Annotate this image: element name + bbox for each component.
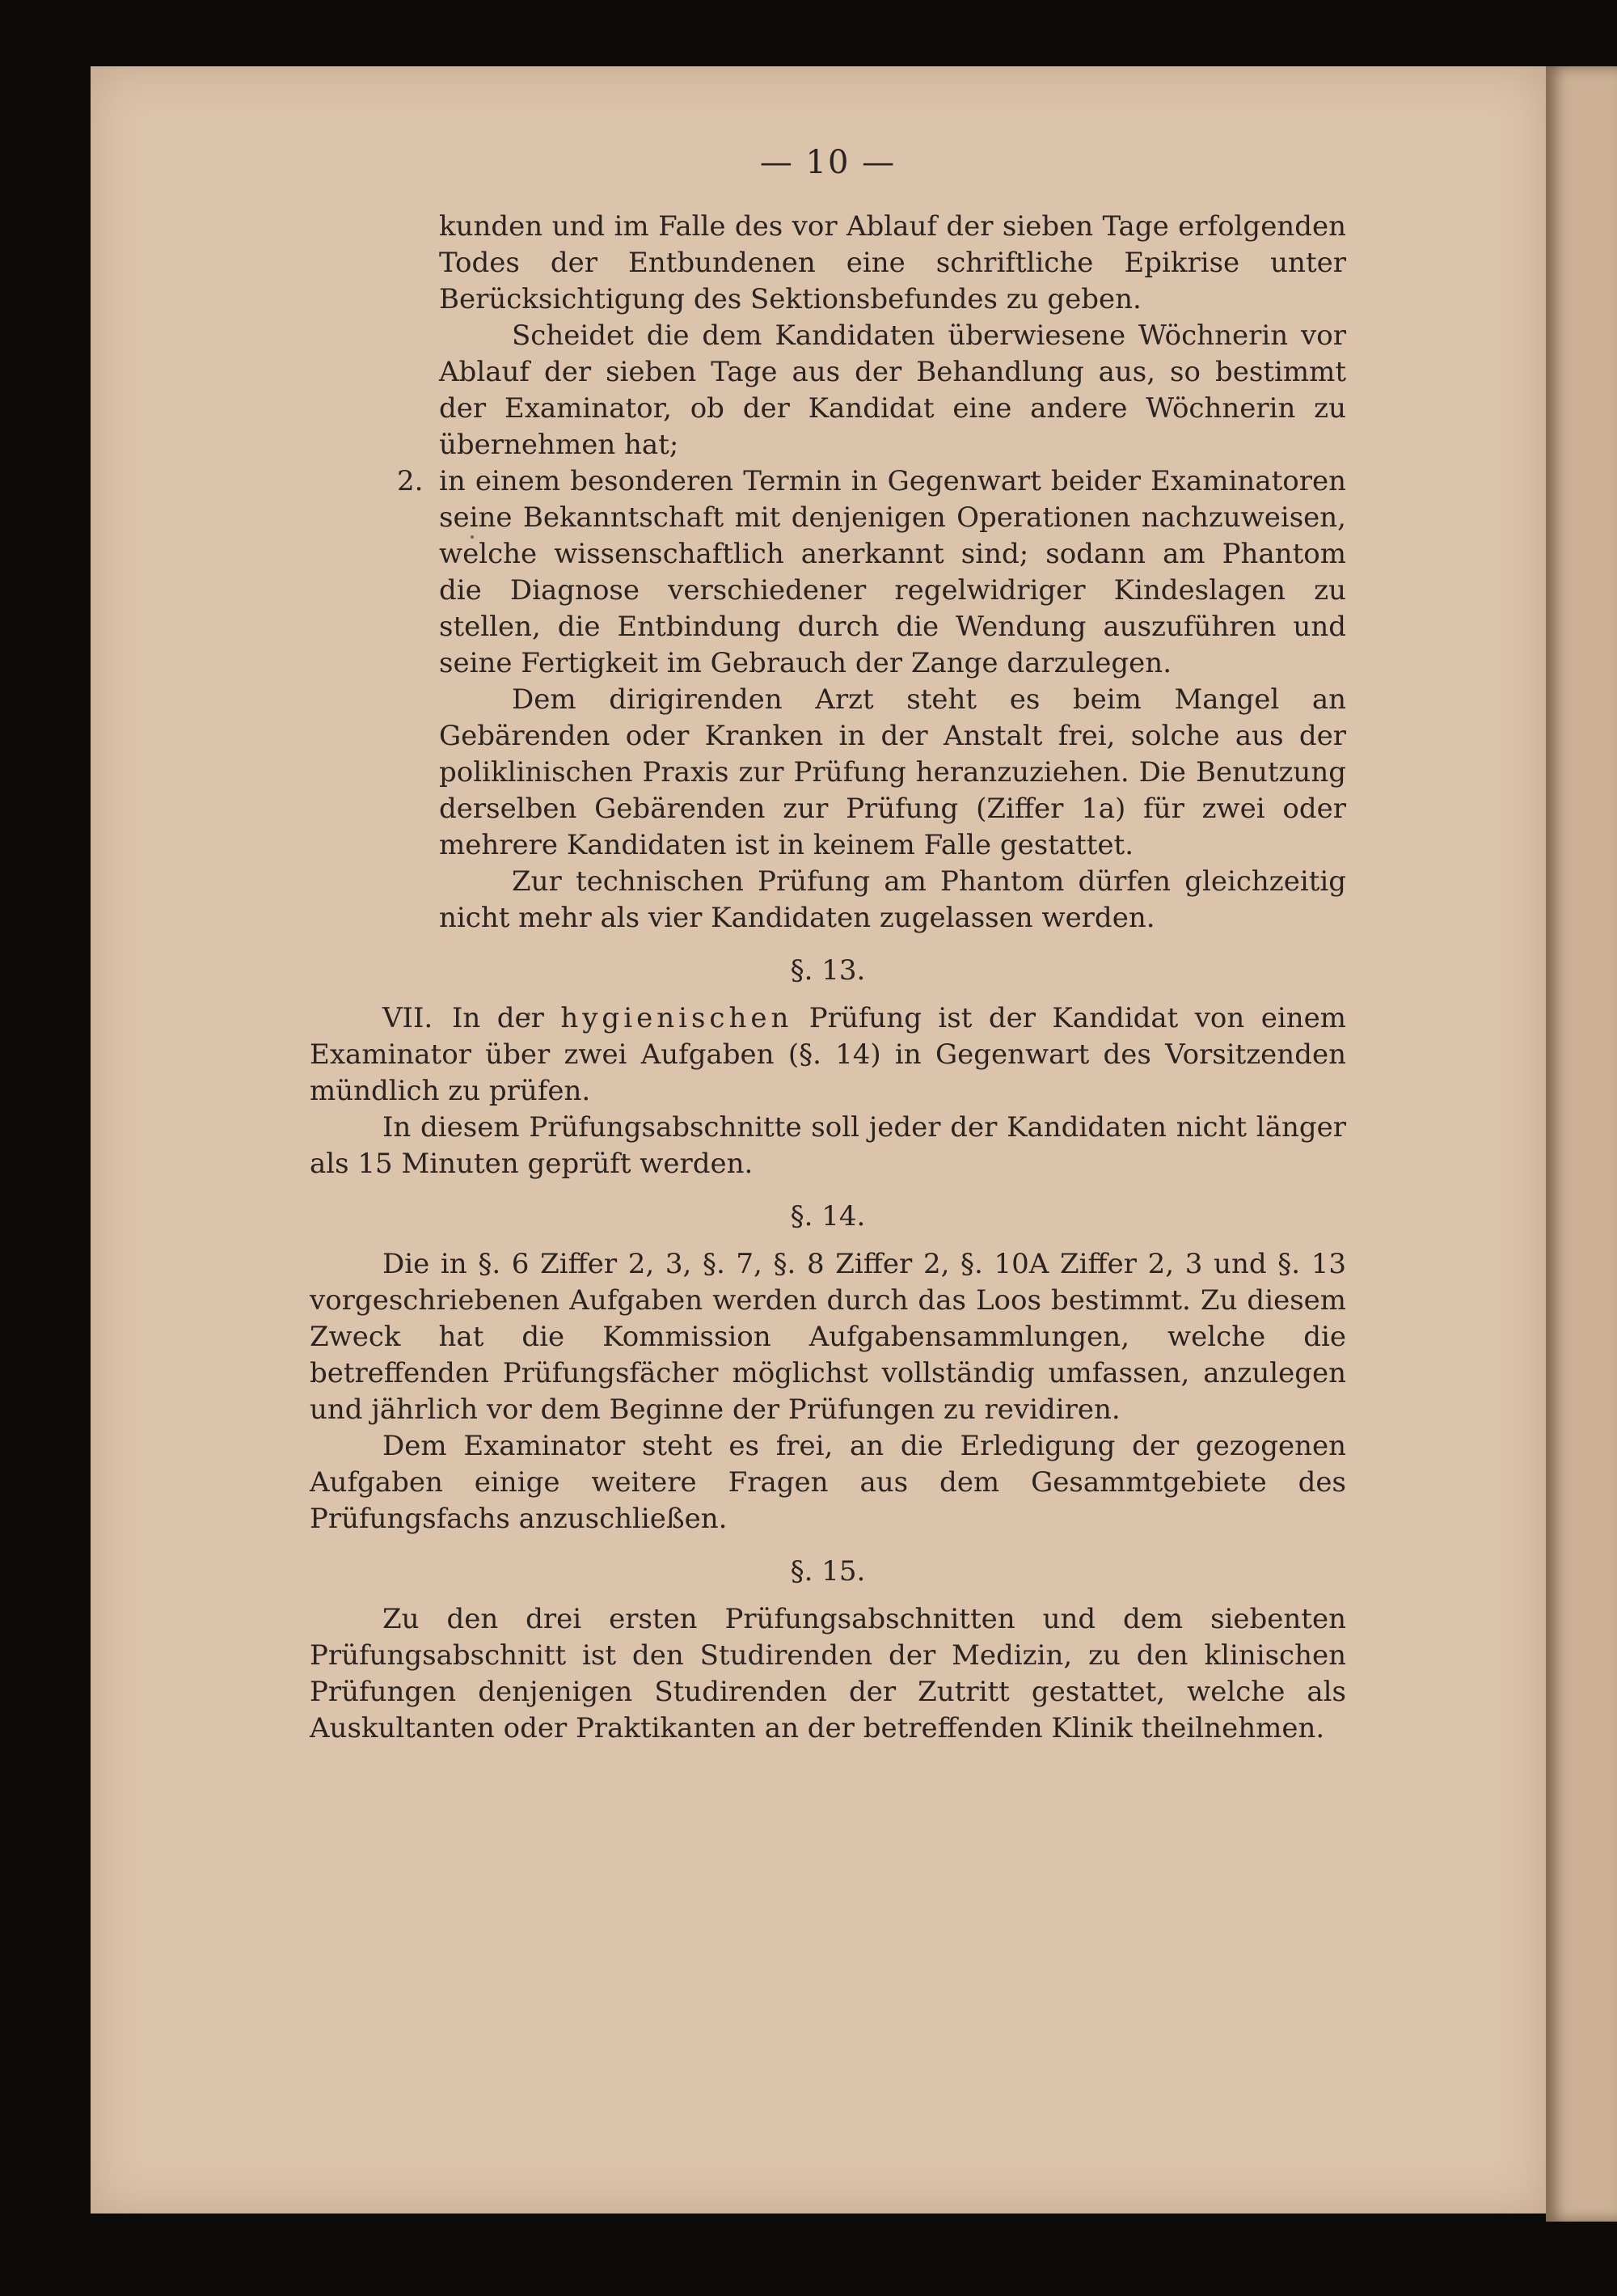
text-block — [310, 142, 1346, 1747]
list-item-2 — [310, 463, 1346, 937]
item-1-paragraph: Scheidet die dem Kandidaten überwiesene Wöchnerin vor Ablauf der sieben Tage aus der Behandlung aus, so bestimmt der Examinator, ob der Kandidat eine andere Wöchnerin zu übernehmen hat; — [439, 319, 1346, 461]
item-2-number: 2. — [397, 465, 424, 497]
section-14-paragraph-2: Dem Examinator steht es frei, an die Erledigung der gezogenen Aufgaben einige weitere Fragen aus dem Gesammtgebiete des Prüfungsfachs anzuschließen. — [310, 1430, 1346, 1535]
section-13-paragraph-2: In diesem Prüfungsabschnitte soll jeder der Kandidaten nicht länger als 15 Minuten geprüft werden. — [310, 1111, 1346, 1180]
list-item-1 — [310, 209, 1346, 463]
item-2-paragraph-a: Dem dirigirenden Arzt steht es beim Mangel an Gebärenden oder Kranken in der Anstalt frei, solche aus der poliklinischen Praxis zur Prüfung heranzuziehen. Die Benutzung derselben Gebärenden zur Prüfung (Ziffer 1a) für zwei oder mehrere Kandidaten ist in keinem Falle gestattet. — [439, 683, 1346, 861]
item-2-text: in einem besonderen Termin in Gegenwart beider Examinatoren seine Bekanntschaft mit denjenigen Operationen nachzuweisen, welche wissenschaftlich anerkannt sind; sodann am Phantom die Diagnose verschiedener regelwidriger Kindeslagen zu stellen, die Entbindung durch die Wendung auszuführen und seine Fertigkeit im Gebrauch der Zange darzulegen. — [439, 465, 1346, 679]
section-13-emphasis: hygienischen — [560, 1002, 793, 1034]
item-2-paragraph-b: Zur technischen Prüfung am Phantom dürfen gleichzeitig nicht mehr als vier Kandidaten zugelassen werden. — [439, 865, 1346, 934]
section-13-text-pre: In der — [452, 1002, 561, 1034]
section-13-roman: VII. — [382, 1002, 433, 1034]
section-15-paragraph: Zu den drei ersten Prüfungsabschnitten und dem siebenten Prüfungsabschnitt ist den Studirenden der Medizin, zu den klinischen Prüfungen denjenigen Studirenden der Zutritt gestattet, welche als Auskultanten oder Praktikanten an der betreffenden Klinik theilnehmen. — [310, 1603, 1346, 1744]
section-13-heading: §. 13. — [790, 954, 866, 987]
section-14-paragraph-1: Die in §. 6 Ziffer 2, 3, §. 7, §. 8 Ziffer 2, §. 10A Ziffer 2, 3 und §. 13 vorgeschriebenen Aufgaben werden durch das Loos bestimmt. Zu diesem Zweck hat die Kommission Aufgabensammlungen, welche die betreffenden Prüfungsfächer möglichst vollständig umfassen, anzulegen und jährlich vor dem Beginne der Prüfungen zu revidiren. — [310, 1248, 1346, 1426]
item-1-continuation: kunden und im Falle des vor Ablauf der sieben Tage erfolgenden Todes der Entbundenen eine schriftliche Epikrise unter Berücksichtigung des Sektionsbefundes zu geben. — [439, 210, 1346, 315]
section-14-heading: §. 14. — [790, 1200, 866, 1233]
page-edge — [1546, 66, 1617, 2222]
page-number: — 10 — — [759, 144, 897, 181]
section-15-heading: §. 15. — [790, 1555, 866, 1588]
section-13-paragraph-1 — [310, 1000, 1346, 1110]
section-13-text-post: Prüfung ist der Kandidat von einem Examinator über zwei Aufgaben (§. 14) in Gegenwart des Vorsitzenden mündlich zu prüfen. — [310, 1002, 1346, 1107]
